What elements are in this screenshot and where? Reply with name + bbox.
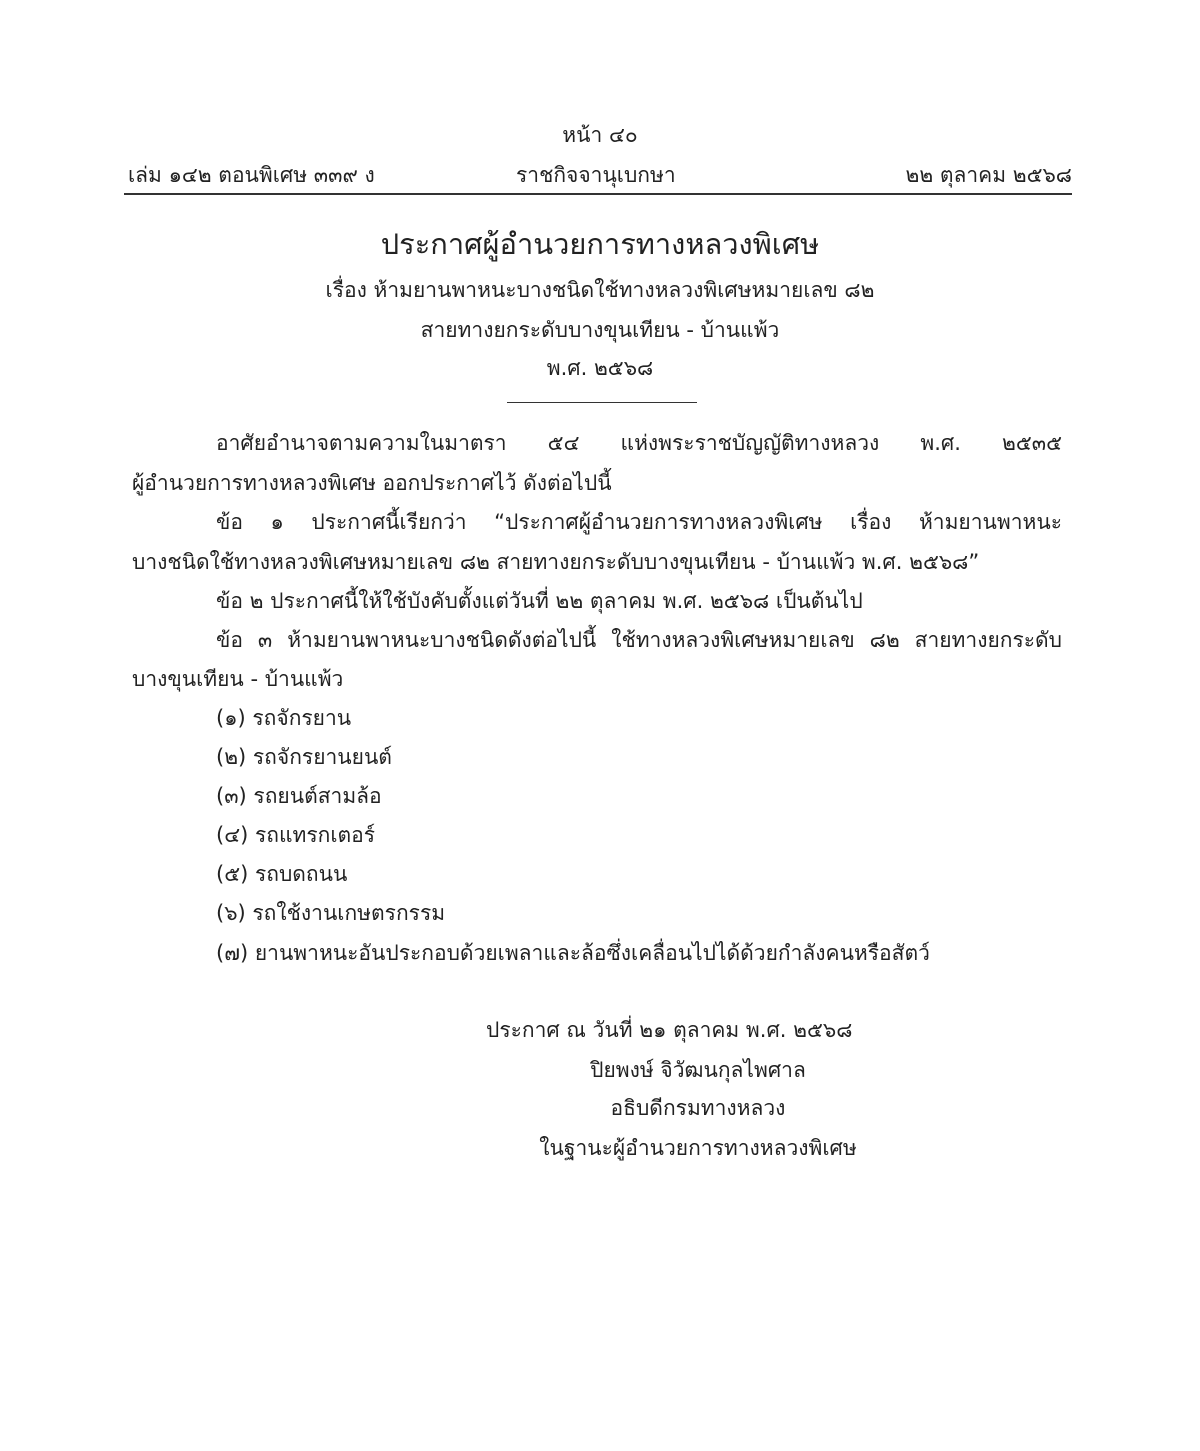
signatory-position: อธิบดีกรมทางหลวง [610, 1096, 786, 1120]
subject-line-2: สายทางยกระดับบางขุนเทียน - บ้านแพ้ว [420, 318, 780, 342]
list-item: (๕) รถบดถนน [216, 862, 348, 886]
page-number: หน้า ๔๐ [562, 123, 638, 147]
document-title: ประกาศผู้อำนวยการทางหลวงพิเศษ [380, 227, 820, 261]
list-item: (๒) รถจักรยานยนต์ [216, 745, 392, 769]
gazette-name: ราชกิจจานุเบกษา [516, 163, 676, 187]
title-divider [507, 402, 697, 403]
clause-3-line-1: ข้อ ๓ ห้ามยานพาหนะบางชนิดดังต่อไปนี้ ใช้ทางหลวงพิเศษหมายเลข ๘๒ สายทางยกระดับ [216, 628, 1062, 652]
list-item: (๖) รถใช้งานเกษตรกรรม [216, 901, 446, 925]
list-item: (๓) รถยนต์สามล้อ [216, 784, 382, 808]
list-item: (๔) รถแทรกเตอร์ [216, 823, 376, 847]
signatory-name: ปิยพงษ์ จิวัฒนกุลไพศาล [590, 1058, 806, 1082]
list-item: (๗) ยานพาหนะอันประกอบด้วยเพลาและล้อซึ่งเคลื่อนไปได้ด้วยกำลังคนหรือสัตว์ [216, 941, 930, 965]
gazette-date: ๒๒ ตุลาคม ๒๕๖๘ [905, 163, 1072, 187]
preamble-line-2: ผู้อำนวยการทางหลวงพิเศษ ออกประกาศไว้ ดังต่อไปนี้ [132, 471, 612, 495]
preamble-line-1: อาศัยอำนาจตามความในมาตรา ๕๔ แห่งพระราชบัญญัติทางหลวง พ.ศ. ๒๕๓๕ [216, 431, 1062, 455]
header-rule [124, 193, 1072, 195]
clause-1-line-2: บางชนิดใช้ทางหลวงพิเศษหมายเลข ๘๒ สายทางยกระดับบางขุนเทียน - บ้านแพ้ว พ.ศ. ๒๕๖๘” [132, 550, 980, 574]
gazette-volume: เล่ม ๑๔๒ ตอนพิเศษ ๓๓๙ ง [128, 163, 375, 187]
signature-date: ประกาศ ณ วันที่ ๒๑ ตุลาคม พ.ศ. ๒๕๖๘ [486, 1018, 853, 1042]
signatory-capacity: ในฐานะผู้อำนวยการทางหลวงพิเศษ [539, 1136, 857, 1160]
subject-line-1: เรื่อง ห้ามยานพาหนะบางชนิดใช้ทางหลวงพิเศษหมายเลข ๘๒ [325, 278, 875, 302]
clause-1-line-1: ข้อ ๑ ประกาศนี้เรียกว่า “ประกาศผู้อำนวยการทางหลวงพิเศษ เรื่อง ห้ามยานพาหนะ [216, 510, 1062, 534]
title-year: พ.ศ. ๒๕๖๘ [546, 356, 654, 380]
clause-2: ข้อ ๒ ประกาศนี้ให้ใช้บังคับตั้งแต่วันที่ ๒๒ ตุลาคม พ.ศ. ๒๕๖๘ เป็นต้นไป [216, 589, 863, 613]
list-item: (๑) รถจักรยาน [216, 706, 352, 730]
clause-3-line-2: บางขุนเทียน - บ้านแพ้ว [132, 667, 344, 691]
